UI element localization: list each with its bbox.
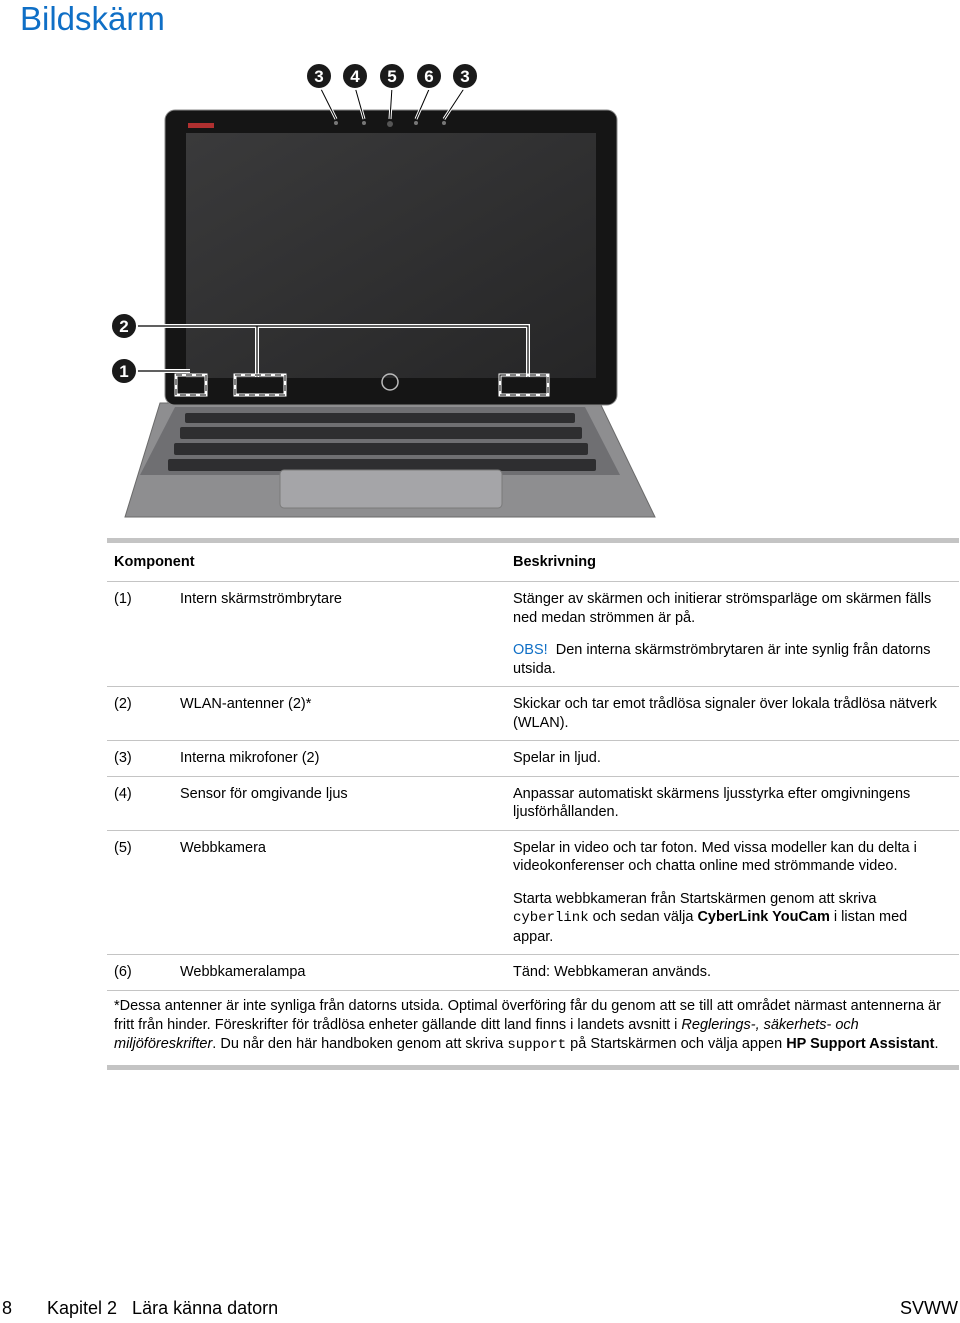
row-component: Interna mikrofoner (2)	[180, 750, 320, 766]
chapter-title: Kapitel 2 Lära känna datorn	[47, 1298, 279, 1318]
svg-text:3: 3	[460, 67, 470, 86]
table-row	[107, 777, 959, 831]
desc-text: Stänger av skärmen och initierar strömsparläge om skärmen fälls ned medan strömmen är på.	[513, 591, 932, 626]
callout-top-1	[306, 63, 332, 89]
row-component: Intern skärmströmbrytare	[180, 591, 342, 607]
row-number: (1)	[114, 591, 132, 607]
row-number: (6)	[114, 964, 132, 980]
desc-text-2	[513, 890, 943, 947]
table-row	[107, 831, 959, 955]
desc-part: och sedan välja	[592, 909, 694, 925]
page-title: Bildskärm	[20, 0, 165, 37]
callout-side-2	[111, 358, 137, 384]
component-table	[107, 538, 959, 1070]
table-footnote	[107, 991, 959, 1070]
row-description	[513, 590, 953, 678]
row-description	[513, 839, 953, 947]
table-header	[107, 543, 959, 582]
row-description: Skickar och tar emot trådlösa signaler över lokala trådlösa nätverk (WLAN).	[513, 696, 937, 731]
brand-logo	[188, 123, 214, 128]
callout-top-4	[416, 63, 442, 89]
svg-text:4: 4	[350, 67, 360, 86]
callout-top-2	[342, 63, 368, 89]
table-row	[107, 954, 959, 991]
row-component: Webbkamera	[180, 839, 266, 856]
row-number: (4)	[114, 785, 132, 802]
touchpad	[280, 470, 502, 508]
row-number: (3)	[114, 750, 132, 766]
footer-code: SVWW	[900, 1298, 958, 1318]
svg-text:2: 2	[119, 317, 129, 336]
svg-text:3: 3	[314, 67, 324, 86]
page-number: 8	[2, 1298, 13, 1318]
callout-top-5	[452, 63, 478, 89]
row-component: WLAN-antenner (2)*	[180, 696, 312, 712]
footnote-part: . Du når den här handboken genom att skriva	[212, 1035, 504, 1052]
row-component: Sensor för omgivande ljus	[180, 785, 348, 802]
table-row	[107, 741, 959, 777]
row-description: Spelar in ljud.	[513, 750, 601, 766]
obs-note	[513, 641, 943, 678]
row-number: (5)	[114, 839, 132, 856]
footnote-part: .	[934, 1035, 939, 1052]
code-text: cyberlink	[513, 910, 589, 926]
desc-part: Starta webbkameran från Startskärmen genom att skriva	[513, 890, 877, 907]
row-description: Anpassar automatiskt skärmens ljusstyrka efter omgivningens ljusförhållanden.	[513, 785, 911, 820]
row-description: Tänd: Webbkameran används.	[513, 964, 712, 980]
app-name: HP Support Assistant	[786, 1035, 935, 1052]
svg-text:5: 5	[387, 67, 397, 86]
row-component: Webbkameralampa	[180, 964, 306, 980]
app-name: CyberLink YouCam	[697, 909, 830, 925]
obs-text: Den interna skärmströmbrytaren är inte synlig från datorns utsida.	[513, 642, 931, 677]
desc-text: Spelar in video och tar foton. Med vissa modeller kan du delta i videokonferenser och chatta online med strömmande video.	[513, 839, 917, 874]
table-row	[107, 582, 959, 687]
svg-text:6: 6	[424, 67, 434, 86]
desc-part: i listan med appar.	[513, 909, 908, 945]
header-component: Komponent	[114, 554, 195, 570]
obs-label: OBS!	[513, 642, 548, 658]
table-row	[107, 687, 959, 741]
code-text: support	[507, 1036, 567, 1053]
footnote-italic: Reglerings-, säkerhets- och miljöföreskrifter	[114, 1016, 859, 1052]
laptop-illustration	[100, 55, 660, 525]
callout-side-1	[111, 313, 137, 339]
footnote-part: på Startskärmen och välja appen	[570, 1035, 783, 1052]
row-number: (2)	[114, 696, 132, 712]
header-description: Beskrivning	[513, 554, 596, 570]
callout-top-3	[379, 63, 405, 89]
footnote-part: *Dessa antenner är inte synliga från datorns utsida. Optimal överföring får du genom att se till att området närmast antennerna är fritt från hinder. Föreskrifter för trådlösa enheter gällande ditt land finns i landets avsnitt i	[114, 997, 941, 1033]
svg-text:1: 1	[119, 362, 129, 381]
page-footer	[0, 1296, 960, 1323]
